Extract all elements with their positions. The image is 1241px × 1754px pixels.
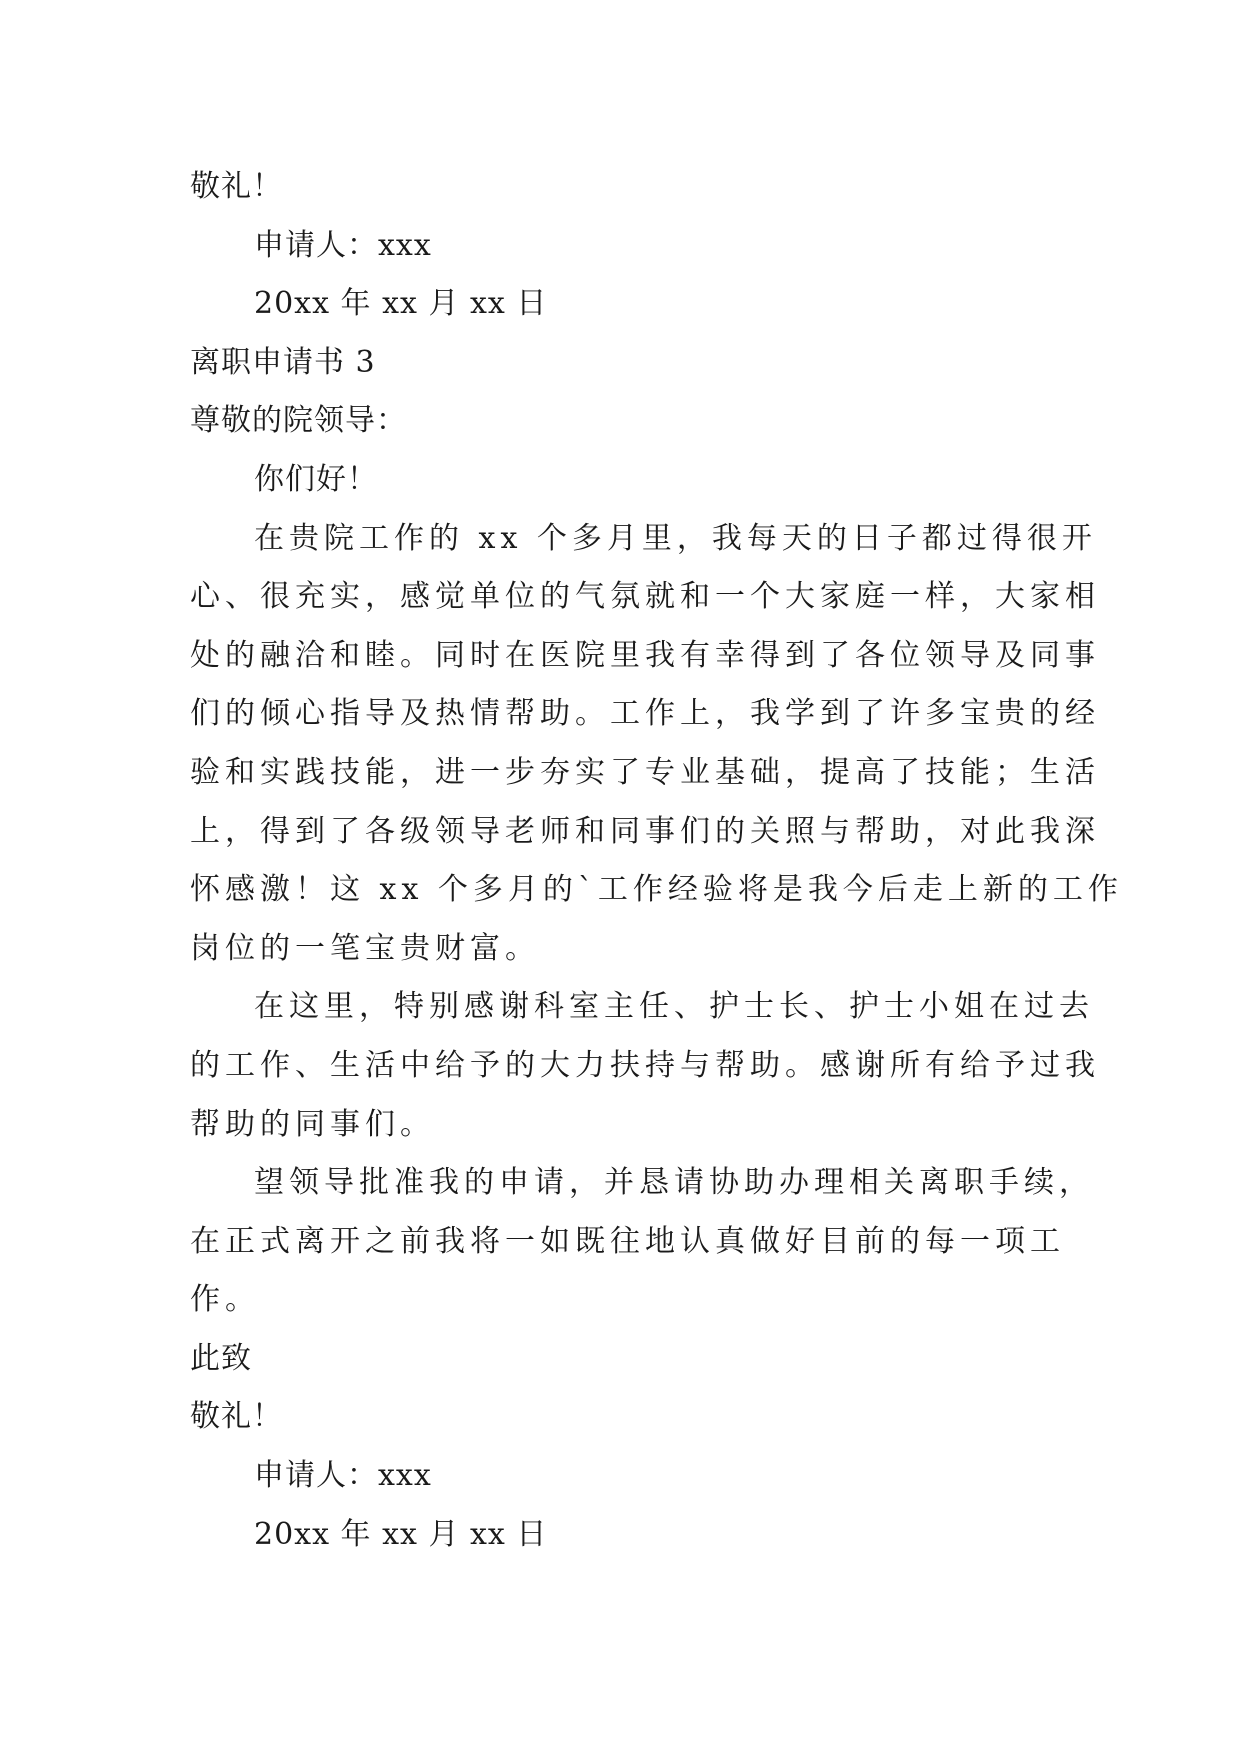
closing-salutation: 敬礼！ (190, 169, 283, 204)
signature-date: 20xx 年 xx 月 xx 日 (254, 1516, 548, 1552)
paragraph-line: 作。 (190, 1282, 260, 1318)
paragraph-line: 岗位的一笔宝贵财富。 (190, 930, 540, 966)
letter-title: 离职申请书 3 (190, 344, 376, 380)
closing-phrase: 此致 (190, 1340, 252, 1376)
paragraph-line: 们的倾心指导及热情帮助。工作上，我学到了许多宝贵的经 (190, 696, 1100, 732)
paragraph-line: 的工作、生活中给予的大力扶持与帮助。感谢所有给予过我 (190, 1047, 1100, 1083)
paragraph-line: 验和实践技能，进一步夯实了专业基础，提高了技能；生活 (190, 754, 1100, 790)
closing-salutation: 敬礼！ (190, 1399, 283, 1435)
signature-date: 20xx 年 xx 月 xx 日 (254, 286, 548, 322)
paragraph-line: 帮助的同事们。 (190, 1106, 435, 1142)
applicant-signature: 申请人：xxx (254, 227, 432, 263)
paragraph-line: 心、很充实，感觉单位的气氛就和一个大家庭一样，大家相 (190, 579, 1100, 615)
paragraph-line: 在这里，特别感谢科室主任、护士长、护士小姐在过去 (254, 989, 1094, 1025)
body-paragraph-3 (190, 1154, 1094, 1330)
paragraph-line: 在正式离开之前我将一如既往地认真做好目前的每一项工 (190, 1223, 1065, 1259)
body-paragraph-2 (190, 978, 1100, 1154)
letter-recipient: 尊敬的院领导： (190, 403, 407, 439)
paragraph-line: 怀感激！这 xx 个多月的`工作经验将是我今后走上新的工作 (190, 872, 1123, 908)
applicant-signature: 申请人：xxx (254, 1458, 432, 1494)
paragraph-line: 处的融洽和睦。同时在医院里我有幸得到了各位领导及同事 (190, 637, 1100, 673)
paragraph-line: 在贵院工作的 xx 个多月里，我每天的日子都过得很开 (254, 520, 1097, 556)
paragraph-line: 上，得到了各级领导老师和同事们的关照与帮助，对此我深 (190, 813, 1100, 849)
document-body (190, 158, 1123, 1564)
letter-greeting: 你们好！ (254, 461, 378, 497)
paragraph-line: 望领导批准我的申请，并恳请协助办理相关离职手续， (254, 1165, 1094, 1201)
body-paragraph-1 (190, 510, 1123, 979)
